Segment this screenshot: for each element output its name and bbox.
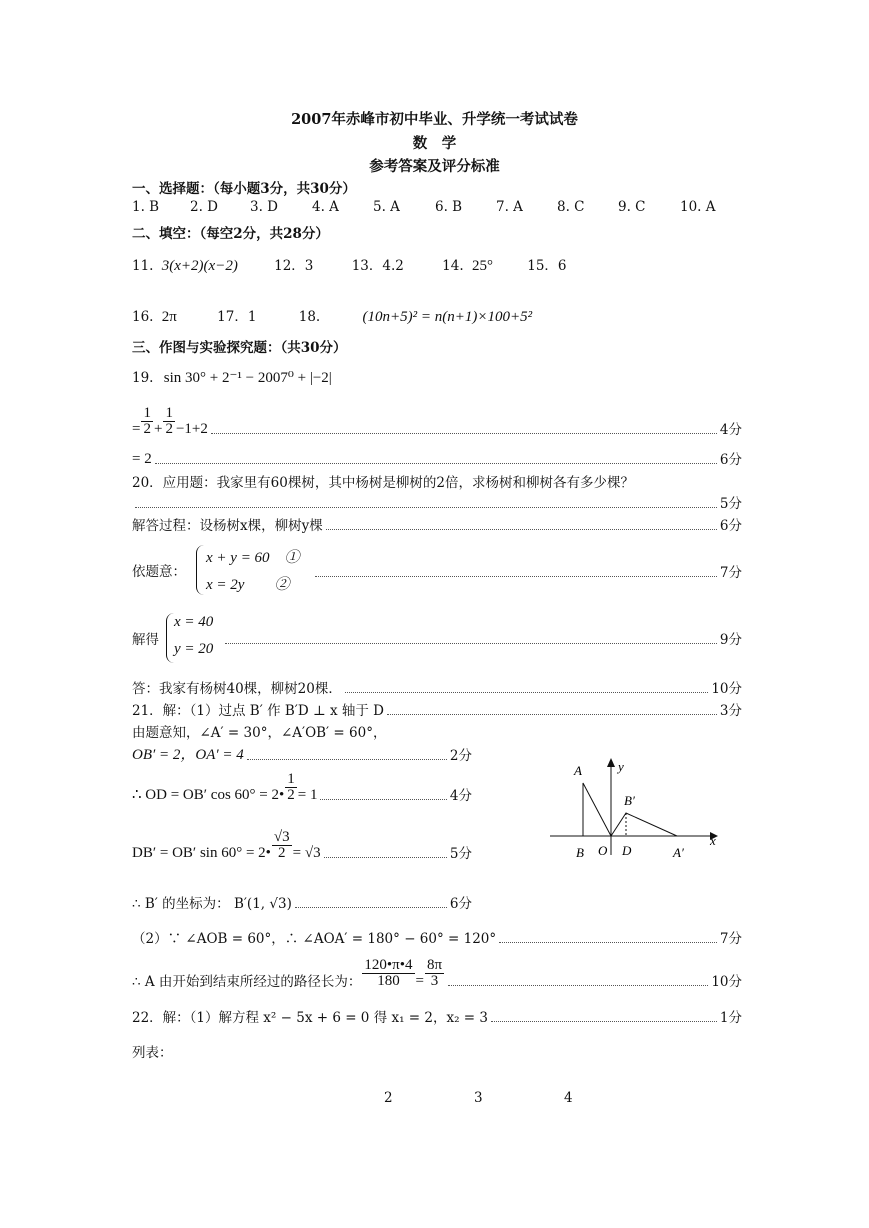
q20-sol1: x = 40 xyxy=(174,614,214,630)
q19-step2-text: = 2 xyxy=(132,451,152,467)
score: 10分 xyxy=(711,974,742,990)
score: 4分 xyxy=(449,788,472,804)
q21-line1-text: 21．解：（1）过点 B′ 作 B′D ⊥ x 轴于 D xyxy=(132,703,384,719)
score: 9分 xyxy=(719,632,742,648)
score: 7分 xyxy=(719,565,742,581)
fraction-arc: $\frac{120•\pi•4}{180}$ xyxy=(364,956,413,990)
choice-answer: 2. D xyxy=(190,199,218,215)
q20-answer-text: 答：我家有杨树40棵，柳树20棵． xyxy=(132,681,342,697)
score: 4分 xyxy=(719,422,742,438)
choice-answer: 4. A xyxy=(312,199,339,215)
q19-expr: sin 30° + 2⁻¹ − 2007⁰ + |−2| xyxy=(163,370,332,386)
choice-answer: 3. D xyxy=(250,199,278,215)
q20-sol-label: 解得 xyxy=(132,632,159,648)
score: 7分 xyxy=(719,931,742,947)
q20-eq2: x = 2y ② xyxy=(206,577,290,593)
label-x: x xyxy=(710,833,716,848)
q20-eq-label: 依题意： xyxy=(132,564,186,580)
q19-step1-tail: −1+2 xyxy=(175,421,208,437)
q22-line2: 列表： xyxy=(132,1045,173,1061)
q21-line8-head: ∴ A 由开始到结束所经过的路径长为： xyxy=(132,974,362,990)
q20-problem: 20．应用题：我家里有60棵树，其中杨树是柳树的2倍，求杨树和柳树各有多少棵？ xyxy=(132,475,634,491)
fill-row-1 xyxy=(132,254,567,275)
leader-dots xyxy=(315,576,717,577)
choice-answer: 6. B xyxy=(435,199,463,215)
table-header-cell: 3 xyxy=(474,1090,483,1106)
choice-answer: 9. C xyxy=(618,199,646,215)
label-y: y xyxy=(618,759,624,774)
score: 3分 xyxy=(719,703,742,719)
subject-title: 数 学 xyxy=(412,135,457,152)
subtitle: 参考答案及评分标准 xyxy=(369,158,500,175)
q21-line7 xyxy=(132,927,742,947)
q20-problem-score-line xyxy=(132,492,742,512)
q19-label: 19. xyxy=(132,370,154,386)
leader-dots xyxy=(324,857,447,858)
leader-dots xyxy=(135,507,717,508)
q21-line2: 由题意知，∠A′ = 30°，∠A′OB′ = 60°， xyxy=(132,725,387,741)
fraction-half: $\frac{1}{2}$ xyxy=(287,770,295,804)
q17-answer: 17．1 xyxy=(217,309,257,325)
triangle-ab-prime xyxy=(611,813,677,836)
q21-line4-tail: = 1 xyxy=(297,787,318,803)
q21-line5 xyxy=(132,828,472,862)
q16-answer: 2π xyxy=(161,309,177,325)
q21-line7-text: （2）∵ ∠AOB = 60°，∴ ∠AOA′ = 180° − 60° = 120° xyxy=(132,931,497,947)
leader-dots xyxy=(499,942,717,943)
q19-expression xyxy=(132,368,332,387)
q21-line4 xyxy=(132,770,472,804)
q20-eq1: x + y = 60 ① xyxy=(206,550,300,566)
q20-sol2: y = 20 xyxy=(174,641,214,657)
q11-label: 11. xyxy=(132,258,154,274)
score: 5分 xyxy=(449,846,472,862)
q21-line1 xyxy=(132,699,742,719)
section3-header: 三、作图与实验探究题：（共30分） xyxy=(132,340,347,356)
leader-dots xyxy=(326,529,717,530)
page-title: 2007年赤峰市初中毕业、升学统一考试试卷 xyxy=(291,111,578,128)
fraction-sqrt3-over-2: $\frac{√3}{2}$ xyxy=(273,828,290,862)
q21-line5-tail: = √3 xyxy=(292,845,321,861)
q22-line1 xyxy=(132,1004,742,1026)
choice-answer: 8. C xyxy=(557,199,585,215)
triangle-aob xyxy=(583,783,611,836)
score: 10分 xyxy=(711,681,742,697)
q20-setup-text: 解答过程：设杨树x棵，柳树y棵 xyxy=(132,518,323,534)
q21-line6-text: ∴ B′ 的坐标为： B′(1, √3) xyxy=(132,896,292,912)
leader-dots xyxy=(387,714,717,715)
q14-answer: 25° xyxy=(471,258,493,274)
label-a-prime: A′ xyxy=(673,845,684,860)
q20-answer xyxy=(132,677,742,697)
score: 6分 xyxy=(719,518,742,534)
q15-answer: 15．6 xyxy=(527,258,567,274)
y-axis-arrow-icon xyxy=(607,758,615,767)
q21-line8: ∴ A 由开始到结束所经过的路径长为： $\frac{120•\pi•4}{180}$ = $\frac{8\pi}{3}$ 10分 xyxy=(132,956,742,990)
q20-setup xyxy=(132,514,742,534)
label-b: B xyxy=(576,845,584,860)
section1-header: 一、选择题：（每小题3分，共30分） xyxy=(132,181,356,197)
score: 2分 xyxy=(449,748,472,764)
score: 1分 xyxy=(719,1010,742,1026)
q20-eq-score-line xyxy=(312,561,742,581)
fill-row-2 xyxy=(132,305,532,326)
q22-line1-text: 22．解：（1）解方程 x² − 5x + 6 = 0 得 x₁ = 2，x₂ = 3 xyxy=(132,1010,488,1026)
q21-line6 xyxy=(132,892,472,912)
q16-label: 16. xyxy=(132,309,154,325)
q12-answer: 12．3 xyxy=(274,258,314,274)
leader-dots xyxy=(295,907,447,908)
q21-line5-head: DB′ = OB′ sin 60° = 2• xyxy=(132,845,271,861)
leader-dots xyxy=(491,1021,717,1022)
table-header-cell: 4 xyxy=(564,1090,573,1106)
table-header-cell: 2 xyxy=(384,1090,393,1106)
leader-dots xyxy=(345,692,708,693)
leader-dots xyxy=(320,799,446,800)
score: 6分 xyxy=(449,896,472,912)
label-b-prime: B′ xyxy=(624,793,635,808)
leader-dots xyxy=(211,433,717,434)
q19-step2 xyxy=(132,448,742,468)
q20-sol-score-line xyxy=(222,628,742,648)
q14-label: 14. xyxy=(442,258,464,274)
choice-answer: 10. A xyxy=(680,199,716,215)
leader-dots xyxy=(225,643,717,644)
section2-header: 二、填空：（每空2分，共28分） xyxy=(132,226,329,242)
score: 5分 xyxy=(719,496,742,512)
leader-dots xyxy=(247,759,447,760)
leader-dots xyxy=(155,463,717,464)
q18-label: 18. xyxy=(298,309,321,325)
fraction-half: $\frac{1}{2}$ xyxy=(143,404,151,438)
q21-line3-text: OB′ = 2，OA′ = 4 xyxy=(132,747,244,763)
q21-line3 xyxy=(132,744,472,764)
fraction-half: $\frac{1}{2}$ xyxy=(165,404,173,438)
choice-answer: 7. A xyxy=(496,199,523,215)
label-a: A xyxy=(574,763,582,778)
leader-dots xyxy=(448,985,708,986)
choice-answer: 1. B xyxy=(132,199,160,215)
q21-figure xyxy=(540,755,730,865)
score: 6分 xyxy=(719,452,742,468)
q11-answer: 3(x+2)(x−2) xyxy=(161,258,238,274)
brace xyxy=(196,545,205,595)
choice-answer: 5. A xyxy=(373,199,400,215)
q18-answer: (10n+5)² = n(n+1)×100+5² xyxy=(362,309,533,325)
fraction-result: $\frac{8\pi}{3}$ xyxy=(426,956,443,990)
q13-answer: 13．4.2 xyxy=(351,258,404,274)
label-o: O xyxy=(598,843,608,858)
q19-step1: = $\frac{1}{2}$ + $\frac{1}{2}$ −1+2 4分 xyxy=(132,404,742,438)
label-d: D xyxy=(622,843,632,858)
choice-answers xyxy=(132,199,730,215)
q21-line4-head: ∴ OD = OB′ cos 60° = 2• xyxy=(132,787,285,803)
